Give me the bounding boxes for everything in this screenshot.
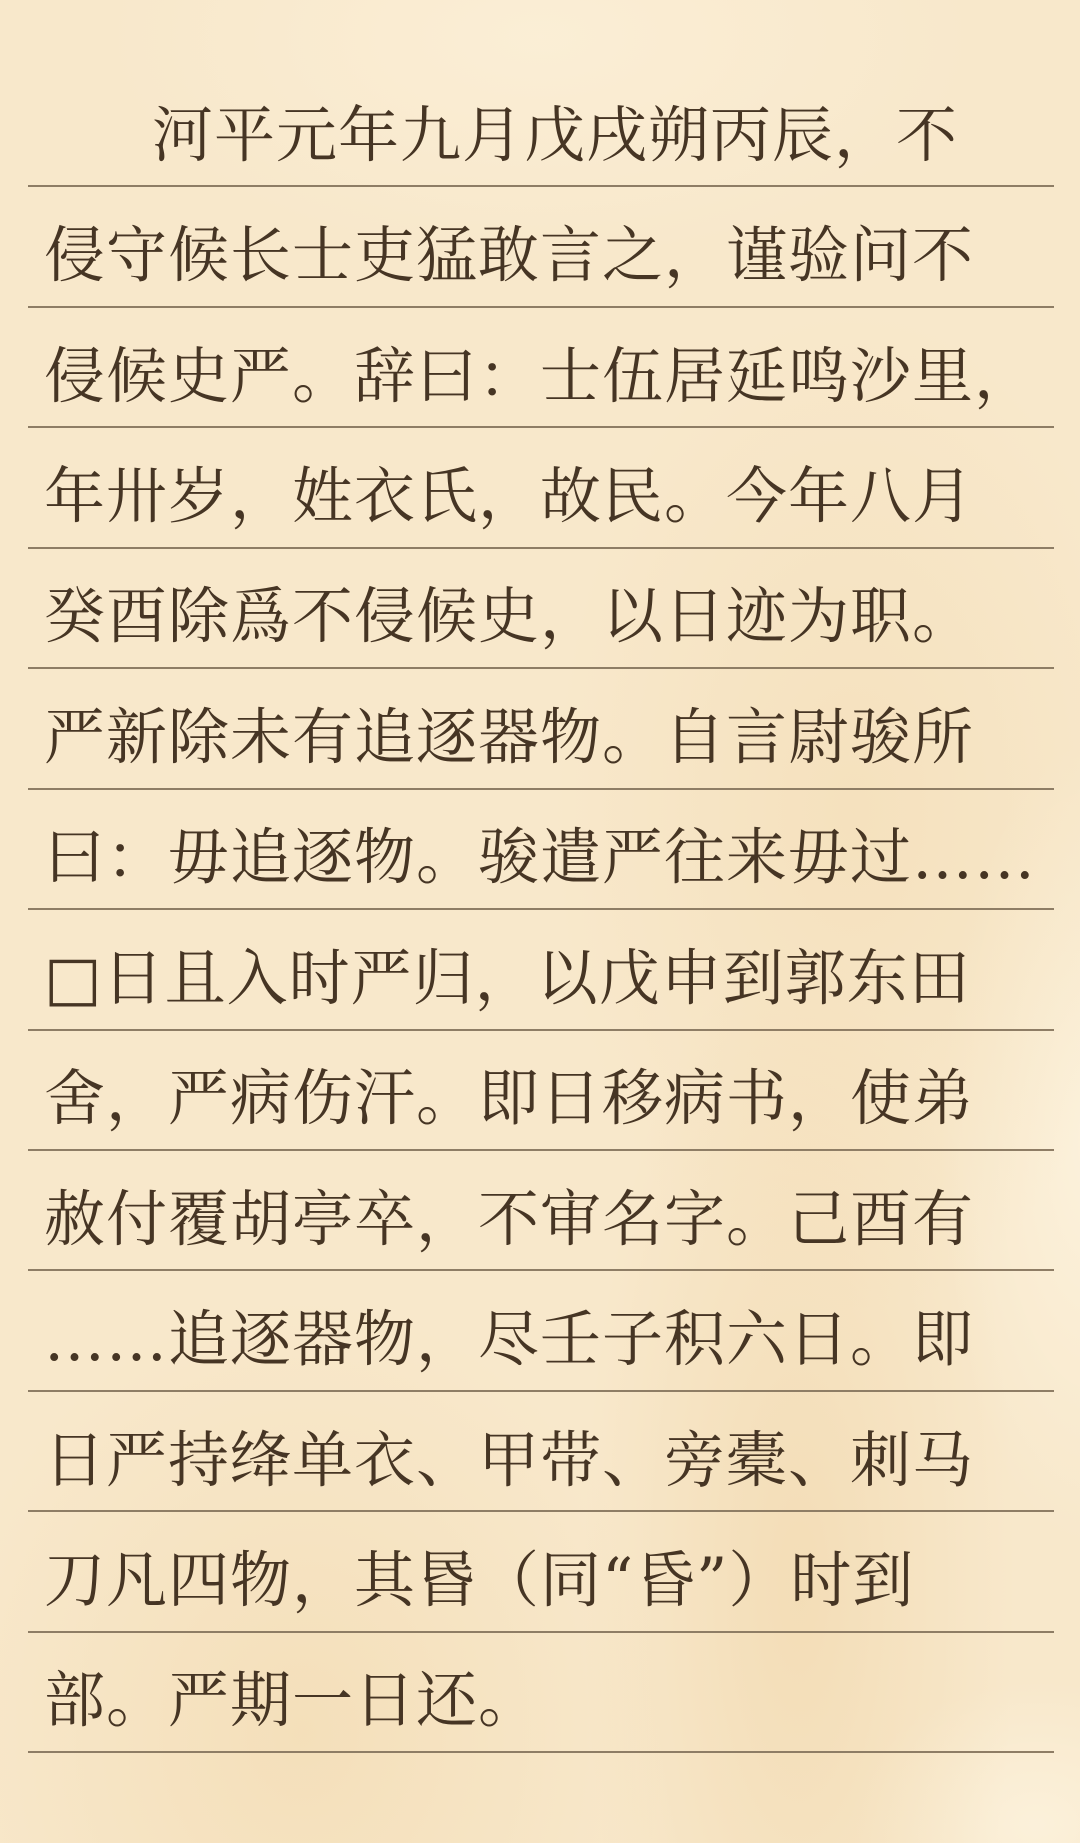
text-line: 刀凡四物，其昬（同“昏”）时到 bbox=[28, 1512, 1054, 1632]
text-line: 侵守候长士吏猛敢言之，谨验问不 bbox=[28, 187, 1054, 307]
text-line: 侵候史严。辞曰：士伍居延鸣沙里， bbox=[28, 308, 1054, 428]
text-line: 河平元年九月戊戌朔丙辰，不 bbox=[28, 67, 1054, 187]
text-line: 癸酉除爲不侵候史，以日迹为职。 bbox=[28, 549, 1054, 669]
text-line: 舍，严病伤汗。即日移病书，使弟 bbox=[28, 1031, 1054, 1151]
text-line: 严新除未有追逐器物。自言尉骏所 bbox=[28, 669, 1054, 789]
text-line: ……追逐器物，尽壬子积六日。即 bbox=[28, 1271, 1054, 1391]
text-line: □日且入时严归，以戊申到郭东田 bbox=[28, 910, 1054, 1030]
text-line: 部。严期一日还。 bbox=[28, 1633, 1054, 1753]
text-line: 年卅岁，姓衣氏，故民。今年八月 bbox=[28, 428, 1054, 548]
ruled-text-block bbox=[28, 67, 1054, 1753]
text-line: 日严持绛单衣、甲带、旁橐、刺马 bbox=[28, 1392, 1054, 1512]
text-line: 曰：毋追逐物。骏遣严往来毋过…… bbox=[28, 790, 1054, 910]
text-line: 赦付覆胡亭卒，不审名字。己酉有 bbox=[28, 1151, 1054, 1271]
